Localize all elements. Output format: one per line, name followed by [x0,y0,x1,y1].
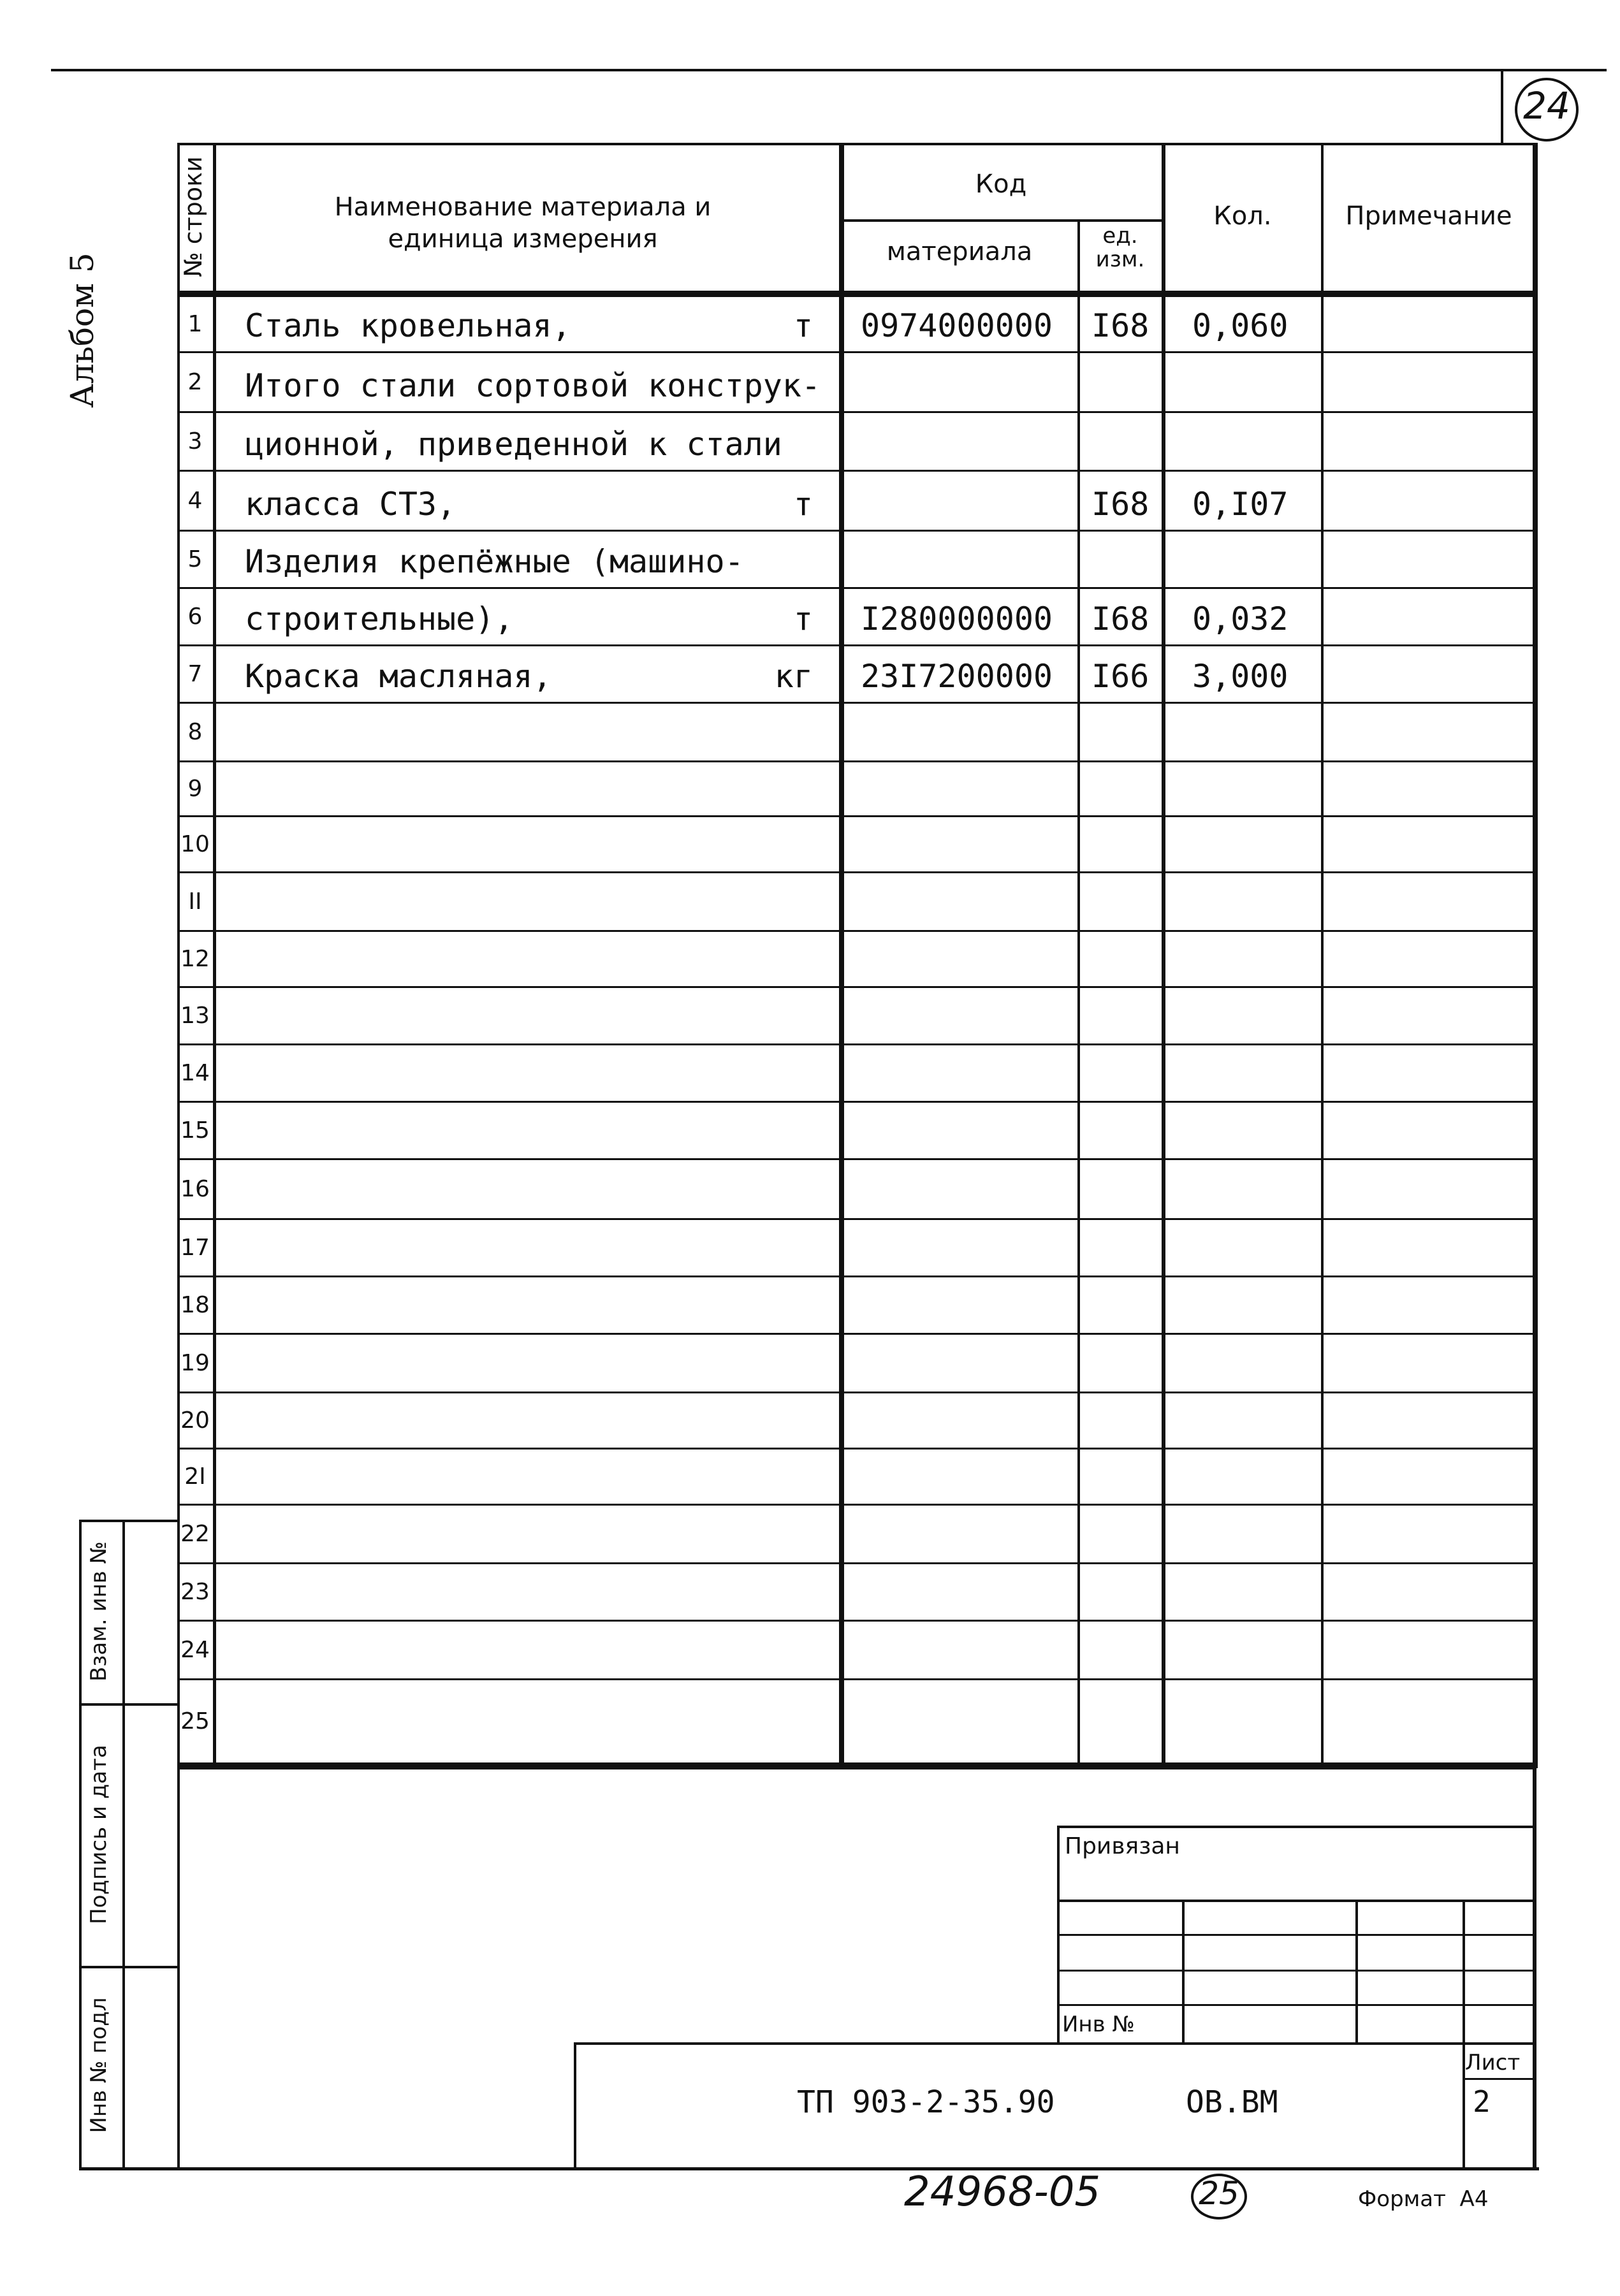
privyazan-col-1 [1182,1900,1185,2042]
row-line [177,1504,1536,1506]
table-header-bottom [177,291,1536,297]
row-line [177,1275,1536,1277]
row-material-code: 23I7200000 [861,658,1053,695]
row-name: строительные), [245,600,514,637]
header-note: Примечание [1345,201,1512,231]
row-line [177,530,1536,532]
col-line-rownum [213,143,216,1768]
row-line [177,1620,1536,1622]
stamp-sep-2 [79,1966,180,1968]
row-line [177,1678,1536,1680]
table-bottom [177,1764,1536,1769]
frame-bottom [79,2167,1539,2170]
header-code: Код [975,170,1027,199]
privyazan-label: Привязан [1065,1833,1180,1859]
privyazan-top [1057,1826,1535,1828]
designation: ТП 903-2-35.90 [797,2084,1055,2120]
row-unit: кг [774,658,813,695]
row-line [177,411,1536,413]
row-number: 19 [180,1350,210,1376]
album-label: Альбом 5 [64,252,101,408]
row-number: 24 [180,1637,210,1663]
row-number: 6 [187,604,203,630]
col-line-note [1321,143,1324,1768]
row-line [177,760,1536,762]
row-unit: т [793,600,813,637]
page-number: 24 [1523,84,1570,127]
row-unit: т [793,486,813,523]
row-line [177,1101,1536,1103]
stamp-left-edge [79,1520,82,2170]
list-value: 2 [1473,2084,1491,2119]
row-number: 20 [180,1407,210,1434]
row-name: Изделия крепёжные (машино- [245,543,744,580]
row-number: 17 [180,1235,210,1261]
row-unit-code: I66 [1091,658,1149,695]
row-number: 12 [180,946,210,972]
format-label: Формат А4 [1358,2186,1489,2212]
col-line-material [839,143,844,1768]
privyazan-col-2 [1355,1900,1358,2042]
row-line [177,644,1536,646]
row-material-code: I280000000 [861,600,1053,637]
row-line [177,930,1536,932]
list-label-line [1463,2078,1536,2080]
row-line [177,1448,1536,1450]
row-number: 2 [187,369,203,395]
row-material-code: 0974000000 [861,307,1053,344]
row-unit-code: I68 [1091,486,1149,523]
row-number: 13 [180,1003,210,1029]
stamp-inner-edge [122,1520,125,2170]
row-line [177,1562,1536,1564]
row-number: 5 [187,546,203,572]
header-code-material: материала [886,237,1033,266]
header-name: Наименование материала и единица измерения [334,193,711,254]
inv-no-label: Инв № [1062,2012,1135,2037]
row-unit: т [793,307,813,344]
row-unit-code: I68 [1091,600,1149,637]
row-line [177,351,1536,353]
row-line [177,702,1536,704]
row-quantity: 3,000 [1192,658,1288,695]
row-line [177,1158,1536,1160]
col-line-qty [1162,143,1165,1768]
row-quantity: 0,060 [1192,307,1288,344]
row-line [177,1333,1536,1335]
row-name: класса СТЗ, [245,486,456,523]
row-number: 8 [187,719,203,745]
row-line [177,1391,1536,1393]
header-qty: Кол. [1213,201,1272,231]
row-quantity: 0,032 [1192,600,1288,637]
row-number: 3 [187,428,203,454]
row-name: Краска масляная, [245,658,552,695]
stamp-podpis-data: Подпись и дата [86,1745,112,1924]
row-number: 25 [180,1708,210,1734]
table-top [177,143,1536,145]
row-number: 18 [180,1292,210,1318]
stamp-sep-1 [79,1703,180,1706]
row-line [177,587,1536,589]
main-block-top [574,2042,1536,2045]
col-line-unit [1077,219,1080,1768]
row-line [177,1218,1536,1220]
col-line-right [1533,143,1538,1768]
main-block-left [574,2042,576,2170]
sheet-code: ОВ.ВМ [1186,2084,1278,2120]
row-line [177,815,1536,817]
row-number: 4 [187,488,203,514]
code-subheader-line [839,219,1164,222]
row-number: 1 [187,311,203,337]
page-number-box-edge [1501,69,1503,143]
handwritten-number: 24968-05 [904,2169,1101,2216]
stamp-vzam-inv: Взам. инв № [86,1541,112,1682]
row-number: 2I [184,1464,206,1490]
stamp-inv-podl: Инв № подл [86,1997,112,2133]
row-number: 9 [187,776,203,802]
row-number: 15 [180,1117,210,1144]
row-number: 7 [187,661,203,687]
header-code-unit: ед. изм. [1095,223,1145,273]
row-number: 14 [180,1060,210,1086]
row-number: 22 [180,1521,210,1547]
row-line [177,1762,1536,1764]
row-number: II [188,889,202,915]
top-rule [51,69,1607,71]
row-name: ционной, приведенной к стали [245,426,782,463]
row-line [177,986,1536,988]
header-row-no: № строки [179,156,207,277]
circled-number: 25 [1199,2175,1239,2212]
row-quantity: 0,I07 [1192,486,1288,523]
row-line [177,1043,1536,1045]
row-name: Итого стали сортовой конструк- [245,367,821,404]
privyazan-col-3 [1463,1900,1465,2170]
row-unit-code: I68 [1091,307,1149,344]
row-number: 10 [180,831,210,857]
list-label: Лист [1465,2050,1521,2075]
row-name: Сталь кровельная, [245,307,571,344]
row-line [177,871,1536,873]
row-number: 23 [180,1579,210,1605]
row-number: 16 [180,1176,210,1202]
row-line [177,470,1536,472]
